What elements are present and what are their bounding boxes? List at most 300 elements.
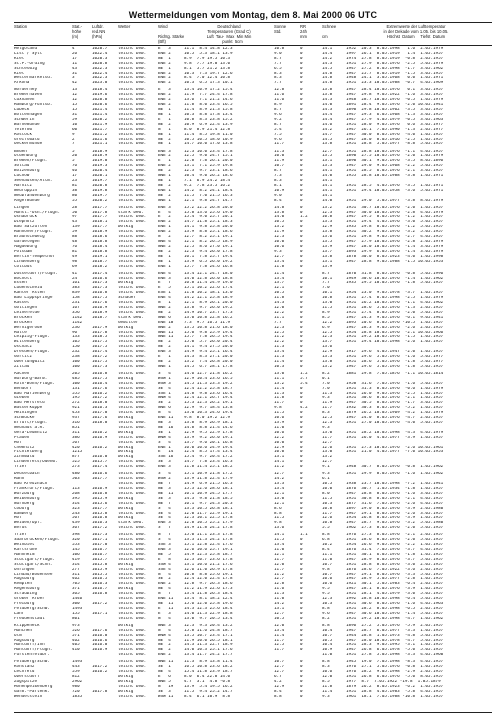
station-extremes: 1944 28.8 1.05.1973 -4.8 5.05.1957	[346, 633, 444, 638]
station-precip: 0	[300, 602, 303, 606]
station-name: Feldberg/Schw.	[14, 660, 50, 665]
station-height: 525	[72, 460, 80, 465]
station-precip: 0	[300, 538, 303, 543]
station-name: Görlitz	[14, 355, 32, 360]
station-weather: leicht bew.	[118, 112, 147, 117]
station-weather: leicht bew.	[118, 345, 147, 350]
station-precip: 0	[300, 178, 303, 183]
station-snow: 13.7	[322, 340, 333, 345]
station-snow: 7.0	[322, 381, 330, 386]
station-name: Angermünde	[14, 198, 40, 203]
station-name: Magdeburg	[14, 244, 38, 249]
station-precip: 0	[300, 93, 303, 98]
station-pressure: 1018.9	[92, 149, 108, 154]
station-precip: 0	[300, 47, 303, 51]
station-pressure: 1017.4	[92, 271, 108, 276]
station-precip: 0	[300, 660, 303, 665]
station-height: 567	[72, 440, 80, 445]
station-name: Lindenfels/Odenw.	[14, 460, 58, 465]
station-snow: 14.1	[322, 183, 333, 188]
station-extremes: 1890 27.5 10.05.1976 -2.0 1.05.1979	[346, 154, 444, 159]
station-snow: 13.3	[322, 355, 333, 360]
station-name: Würzburg	[14, 491, 35, 496]
station-height: 15	[72, 103, 78, 108]
station-precip: 0	[300, 670, 303, 675]
station-extremes: 1961 18.1 7.05.1988 -10.8 1.05.1957	[346, 694, 444, 699]
station-temps: 14.5 11.3 23.3 19.2	[184, 381, 233, 386]
station-name: Bad Lippspringe	[14, 296, 53, 301]
station-height	[72, 653, 92, 658]
station-extremes: 1938 23.7 10.05.1998 -7.2 1.05.1941	[346, 482, 444, 487]
station-snow: 13.8	[322, 93, 333, 98]
station-pressure: 1017.3	[92, 286, 108, 291]
station-weather: wolkig	[118, 689, 134, 694]
station-name: Trier	[14, 465, 27, 470]
station-temps: 15.4 11.8 23.9 18.7	[184, 670, 233, 675]
station-weather: wolkig	[118, 416, 134, 421]
station-snow: 10.7	[322, 633, 333, 638]
station-precip: 0	[300, 286, 303, 291]
station-temps: 12.4 12.2 25.8 18.7	[184, 386, 233, 391]
station-weather: leicht bew.	[118, 633, 147, 638]
station-pressure: 1020.8	[92, 61, 108, 66]
station-pressure: 1016.6	[92, 472, 108, 477]
station-name: Neuruppin	[14, 188, 38, 193]
station-wind: S 4	[158, 371, 171, 376]
station-wind: NE 2	[158, 310, 171, 315]
station-wind: E 3	[158, 47, 171, 51]
station-extremes: 1951 28.8 5.05.1977 -8.8 5.05.1957	[346, 142, 444, 147]
station-precip: 5.7	[300, 376, 308, 381]
station-sun: 12.8	[274, 582, 285, 587]
station-wind: SE 4	[158, 511, 171, 516]
station-extremes: 1947 30.0 10.05.1976 -2.8 4.05.1979	[346, 210, 444, 215]
station-snow: 9.8	[322, 567, 330, 572]
station-name: Osnabrück	[14, 215, 38, 220]
station-temps: 13.9 8.8 25.1 18.6	[184, 230, 233, 235]
station-sun: 11.0	[274, 425, 285, 430]
station-pressure: 1017.6	[92, 301, 108, 306]
station-weather: leicht bew.	[118, 543, 147, 548]
station-temps: 14.3 9.8 21.8 18.5	[184, 496, 233, 501]
station-snow: 9.6	[322, 611, 330, 616]
station-snow: 8.0	[322, 491, 330, 496]
station-height: 383	[72, 286, 80, 291]
station-wind: ENE 3	[158, 276, 171, 281]
station-weather: leicht bew.	[118, 127, 147, 132]
station-height: 88	[72, 235, 78, 240]
station-precip: 0	[300, 198, 303, 203]
table-row	[14, 617, 492, 622]
station-snow: 10.9	[322, 648, 333, 653]
station-pressure: 1017.2	[92, 526, 108, 531]
station-wind: NE 11	[158, 491, 174, 496]
station-extremes: 1951 29.2 10.05.1998 -4.7 1.05.1962	[346, 616, 444, 621]
station-extremes: 1951 27.9 8.05.1976 -2.5 5.05.1979	[346, 61, 444, 66]
station-extremes: 1951 28.6 8.05.1976 -2.0 5.05.1957	[346, 538, 444, 543]
station-wind: NE 11	[158, 602, 174, 606]
station-height: 31	[72, 71, 78, 76]
station-name: Hahn	[14, 477, 25, 482]
station-sun: 14.8	[274, 205, 285, 210]
station-name: Kassel	[14, 301, 30, 306]
station-snow: 13.3	[322, 220, 333, 225]
station-sun	[274, 653, 300, 658]
station-temps: 11.8 8.0 23.4 16.5	[184, 103, 233, 108]
station-wind: ESE 1	[158, 291, 171, 296]
station-precip: 0	[300, 567, 303, 572]
station-precip: 0	[300, 132, 303, 137]
station-name: Deuselbach	[14, 472, 40, 477]
station-height: 31	[72, 112, 78, 117]
station-snow: 14.1	[322, 169, 333, 174]
station-snow: 13.9	[322, 244, 333, 249]
station-snow: 10.1	[322, 291, 333, 296]
station-snow: 14.0	[322, 174, 333, 179]
station-extremes: 1951 29.0 5.05.1977 -3.8 8.05.1979	[346, 198, 444, 203]
station-name: Bad Kreuznach	[14, 482, 48, 487]
station-sun: 7.3	[274, 174, 282, 179]
station-height: 439	[72, 521, 80, 526]
station-weather: leicht bew.	[118, 440, 147, 445]
station-temps: 14.1 9.4 27.5 20.0	[184, 345, 233, 350]
station-temps: 8.0 8.9 21.4 12.8	[184, 127, 231, 132]
station-precip: 0	[300, 259, 303, 264]
station-name: Ueckermünde	[14, 142, 43, 147]
station-snow: 10.0	[322, 486, 333, 491]
station-weather: leicht bew.	[118, 249, 147, 254]
station-height: 320	[72, 538, 80, 543]
station-name: Potsdam	[14, 249, 32, 254]
station-sun: 9.6	[274, 112, 282, 117]
station-height: 485	[72, 376, 80, 381]
station-height: 26	[72, 51, 78, 56]
station-precip: 0	[300, 552, 303, 557]
station-name: Lübeck	[14, 108, 30, 113]
station-snow: 12.7	[322, 440, 333, 445]
station-wind: NE 1	[158, 259, 171, 264]
station-name: Neuhaus a.R.	[14, 425, 45, 430]
station-sun: 12.8	[274, 88, 285, 93]
station-sun: 12.5	[274, 643, 285, 648]
station-wind: NE 3	[158, 486, 171, 491]
station-precip: 0	[300, 240, 303, 244]
station-weather: wolkig	[118, 325, 134, 330]
station-snow: 8.9	[322, 310, 330, 315]
station-extremes: 1951 30.1 6.05.1976 -1.8 1.05.1957	[346, 552, 444, 557]
station-wind: NE 2	[158, 249, 171, 254]
station-name: Braunschweig	[14, 235, 45, 240]
station-sun: 7.5	[274, 132, 282, 137]
station-temps: 11.9 10.0 26.5 18.1	[184, 638, 233, 643]
station-pressure: 1020.2	[92, 198, 108, 203]
station-sun: 9.2	[274, 117, 282, 122]
station-snow: 11.3	[322, 391, 333, 396]
station-precip: 0	[300, 577, 303, 582]
station-name: Lahr	[14, 611, 25, 616]
station-snow: 8.7	[322, 271, 330, 276]
station-sun: 11.3	[274, 391, 285, 396]
station-wind: SSE 1	[158, 391, 171, 396]
station-height: 205	[72, 371, 80, 376]
station-temps: 14.6 12.7 21.8 16.2	[184, 371, 233, 376]
station-pressure: 1019.1	[92, 254, 108, 259]
station-weather: leicht bew.	[118, 71, 147, 76]
station-height: 23	[72, 178, 78, 183]
station-name: Zinnwald	[14, 455, 35, 460]
station-sun: 10.0	[274, 450, 285, 455]
station-weather: leicht bew.	[118, 602, 147, 606]
station-temps: 15.4 9.0 25.7 20.1	[184, 215, 233, 220]
station-wind: ENE 3	[158, 350, 171, 355]
station-sun: 10.6	[274, 244, 285, 249]
station-wind: SE 2	[158, 577, 171, 582]
station-pressure: 1020.2	[92, 117, 108, 122]
station-name: Freiburg	[14, 602, 35, 606]
station-precip: 0	[300, 137, 303, 142]
station-height: 553	[72, 543, 80, 548]
station-sun: 11.4	[274, 359, 285, 364]
station-pressure: 1016.8	[92, 516, 108, 521]
station-snow: 14.1	[322, 193, 333, 198]
station-name: Garm.-Partenk.	[14, 689, 50, 694]
station-snow: 11.7	[322, 435, 333, 440]
station-name: Kahler Asten	[14, 291, 45, 296]
station-temps: 9.8 7.7 19.0 13.0	[184, 61, 231, 66]
station-extremes: 1948 28.7 10.05.1976 -0.5 1.05.1979	[346, 98, 444, 103]
station-precip: 0	[300, 526, 303, 531]
station-precip: 0	[300, 638, 303, 643]
station-precip: 0	[300, 98, 303, 103]
station-temps: 11.4 8.5 19.8 11.0	[184, 132, 233, 137]
station-temps: 13.4 12.1 24.7 18.0	[184, 271, 233, 276]
station-precip: 0	[300, 496, 303, 501]
station-name: Kiel	[14, 71, 25, 76]
station-name: Hannover/Flugh.	[14, 230, 53, 235]
station-height: 1215	[72, 450, 83, 455]
station-sun: 10.9	[274, 188, 285, 193]
station-name: Schwerin	[14, 117, 35, 122]
station-wind: N 4	[158, 628, 171, 633]
station-snow: 12.9	[322, 350, 333, 355]
station-snow: 8.5	[322, 315, 330, 320]
station-snow: 12.9	[322, 225, 333, 230]
station-precip: 0	[300, 254, 303, 259]
station-weather: leicht bew.	[118, 616, 147, 621]
station-extremes: 1951 27.4 8.05.1998 -2.5 1.05.1979	[346, 296, 444, 301]
station-sun: 8.8	[274, 694, 282, 699]
station-wind: NE 2	[158, 648, 171, 653]
station-precip: 0	[300, 117, 303, 122]
station-snow: 12.7	[322, 460, 333, 465]
station-sun: 8.7	[274, 56, 282, 61]
station-snow: 11.5	[322, 305, 333, 310]
station-pressure: 1016.7	[92, 552, 108, 557]
station-weather: leicht bew.	[118, 188, 147, 193]
station-extremes: 1947 29.8 9.05.1922 -1.6 3.05.1957	[346, 93, 444, 98]
station-snow: 5.5	[322, 526, 330, 531]
station-extremes: 1954 28.8 10.05.1976 -2.1 10.05.1966	[346, 330, 444, 335]
station-sun: 8.4	[274, 689, 282, 694]
station-temps: 8.9 7.9 19.5 10.3	[184, 56, 231, 61]
station-precip: 0	[300, 183, 303, 188]
station-precip: 0	[300, 71, 303, 76]
station-temps: 14.3 8.3 27.1 20.0	[184, 355, 233, 360]
station-weather: leicht bew.	[118, 465, 147, 470]
station-snow: 9.3	[322, 425, 330, 430]
station-precip: 1.1	[300, 533, 308, 538]
station-extremes: 1947 29.1 8.05.1976 -2.6 3.05.1957	[346, 511, 444, 516]
station-name: Bremerhaven	[14, 93, 43, 98]
station-pressure: 1019.0	[92, 159, 108, 164]
station-pressure: 1018.1	[92, 220, 108, 225]
station-pressure: 1017.3	[92, 281, 108, 286]
station-temps: 13.4 11.7 24.2 17.7	[184, 653, 233, 658]
station-snow: 8.4	[322, 548, 330, 553]
header-wind: Wind Richtg. Stärke (Bft)	[158, 24, 184, 44]
station-temps: 12.7 8.2 25.1 19.1	[184, 235, 233, 240]
station-snow: 14.7	[322, 132, 333, 137]
station-temps: 10.5 5.3 18.1 13.9	[184, 51, 233, 56]
station-snow: 10.8	[322, 296, 333, 301]
station-snow: 14.1	[322, 47, 333, 51]
station-weather: leicht bew.	[118, 577, 147, 582]
station-weather: wolkig	[118, 455, 134, 460]
table-row	[14, 653, 492, 658]
station-snow: 10.3	[322, 602, 333, 606]
station-precip: 0	[300, 164, 303, 169]
station-sun: 13.1	[274, 455, 285, 460]
station-extremes: 1878 30.0 8.05.1923 -4.0 1.05.1998	[346, 254, 444, 259]
station-temps: 16.5 10.8 23.6 18.2	[184, 665, 233, 670]
station-extremes: 1951 28.6 5.05.1976 -1.8 5.05.1977	[346, 359, 444, 364]
station-weather: leicht bew.	[118, 198, 147, 203]
station-snow: 14.4	[322, 51, 333, 56]
station-sun: 13.7	[274, 281, 285, 286]
station-weather: leicht bew.	[118, 276, 147, 281]
station-wind: E 1	[158, 355, 171, 360]
station-height: 1446	[72, 597, 83, 602]
station-pressure: 1015.5	[92, 572, 108, 577]
station-sun: 13.0	[274, 371, 285, 376]
station-wind: N 1	[158, 301, 171, 306]
station-height: 13	[72, 88, 78, 93]
station-height: 236	[72, 325, 80, 330]
station-name: Arkona	[14, 81, 30, 86]
station-sun: 12.3	[274, 235, 285, 240]
station-snow: 11.5	[322, 496, 333, 501]
station-snow: 13.8	[322, 359, 333, 364]
station-temps: 14.7 11.8 25.1 18.3	[184, 220, 233, 225]
station-precip: 0	[300, 249, 303, 254]
station-height: 113	[72, 486, 80, 491]
station-extremes: 1951 27.3 10.05.1976 -2.6 10.05.1961	[346, 445, 444, 450]
station-weather: leicht bew.	[118, 205, 147, 210]
station-sun: 6.7	[274, 675, 282, 680]
station-precip: 0	[300, 66, 303, 71]
station-sun: 12.0	[274, 305, 285, 310]
station-sun: 11.7	[274, 557, 285, 562]
station-name: St.P.-Ording	[14, 61, 45, 66]
header-snow: Schnee cm	[322, 24, 337, 39]
station-snow: 8.8	[322, 533, 330, 538]
station-pressure: 1017.6	[92, 628, 108, 633]
station-pressure: 1018.2	[92, 264, 108, 269]
station-temps: 11.1 8.4 14.8 12.3	[184, 47, 233, 51]
station-wind: NE 1	[158, 142, 171, 147]
station-wind: ENE 1	[158, 264, 171, 269]
station-extremes: 1951 28.3 9.05.1995 -3.1 1.05.1957	[346, 643, 444, 648]
station-temps: 8.4 6.1 10.9 8.8	[184, 694, 231, 699]
station-pressure: 1020.1	[92, 174, 108, 179]
station-temps: 13.2 7.4 26.8 20.0	[184, 359, 233, 364]
station-precip: 0	[300, 416, 303, 421]
station-extremes: 1951 27.0 10.05.1976 -4.0 5.05.1957	[346, 421, 444, 425]
station-weather: wolkig	[118, 376, 134, 381]
station-pressure: 1016.7	[92, 548, 108, 553]
station-extremes: 1951 29.8 9.05.1976 -2.7 4.05.1957	[346, 235, 444, 240]
station-wind: SE 4	[158, 516, 171, 521]
station-temps: 11.5 9.4 25.2 14.7	[184, 689, 233, 694]
station-pressure: 1015.8	[92, 511, 108, 516]
station-height: 973	[72, 623, 80, 628]
station-pressure: 1015.7	[92, 460, 108, 465]
station-extremes: 1947 28.9 8.05.1976 -3.7 5.05.1957	[346, 557, 444, 562]
station-sun: 14.0	[274, 215, 285, 220]
station-snow: 13.7	[322, 249, 333, 254]
station-temps: 13.4 10.9 17.2 15.4	[184, 88, 233, 93]
station-weather: leicht bew.	[118, 310, 147, 315]
station-wind: ENE 1	[158, 445, 171, 450]
station-height: 49	[72, 254, 78, 259]
station-wind: WSW 1	[158, 376, 171, 381]
station-temps: 15.8 13.6 25.6 19.0	[184, 210, 233, 215]
station-extremes: 1947 26.1 7.05.1990 -1.3 2.05.1977	[346, 127, 444, 132]
station-precip: 0	[300, 142, 303, 147]
station-temps: 12.9 9.7 18.4 13.8	[184, 406, 233, 411]
station-temps: 13.4 8.1 18.2 12.4	[184, 597, 233, 602]
station-precip: 0	[300, 61, 303, 66]
station-weather: leicht bew.	[118, 670, 147, 675]
station-precip: 0	[300, 391, 303, 396]
station-pressure: 1016.9	[92, 435, 108, 440]
station-height: 100	[72, 359, 80, 364]
station-temps: 10.4 9.0 26.2 18.6	[184, 174, 233, 179]
station-sun: 7.7	[274, 81, 282, 86]
station-weather: leicht bew.	[118, 638, 147, 643]
station-pressure: 1020.6	[92, 103, 108, 108]
station-snow: 11.7	[322, 406, 333, 411]
station-extremes: 1947 27.9 10.05.1976 -2.8 2.05.1979	[346, 240, 444, 244]
station-precip: 0	[300, 315, 303, 320]
station-sun: 12.7	[274, 577, 285, 582]
station-temps: 12.6 10.6 25.7 19.1	[184, 548, 233, 553]
station-pressure: 1017.5	[92, 345, 108, 350]
station-precip: 0	[300, 122, 303, 127]
station-sun: 9.6	[274, 137, 282, 142]
station-extremes: 1951 28.2 10.05.1998 -4.3 4.05.1979	[346, 430, 444, 435]
station-snow: 8.2	[322, 616, 330, 621]
station-height: 81	[72, 249, 78, 254]
header-precip: RR 24h mm	[300, 24, 307, 39]
station-precip: 0	[300, 511, 303, 516]
station-temps: 11.5 7.0 21.5 16.3	[184, 193, 233, 198]
station-pressure: 1016.8	[92, 592, 108, 597]
station-name: Hohenpeißenberg	[14, 684, 53, 689]
station-extremes: 1977 8.7 7.05.1922 -19.8 1.05.1879	[346, 679, 441, 684]
station-sun: 8.7	[274, 108, 282, 113]
station-snow: 13.0	[322, 430, 333, 435]
